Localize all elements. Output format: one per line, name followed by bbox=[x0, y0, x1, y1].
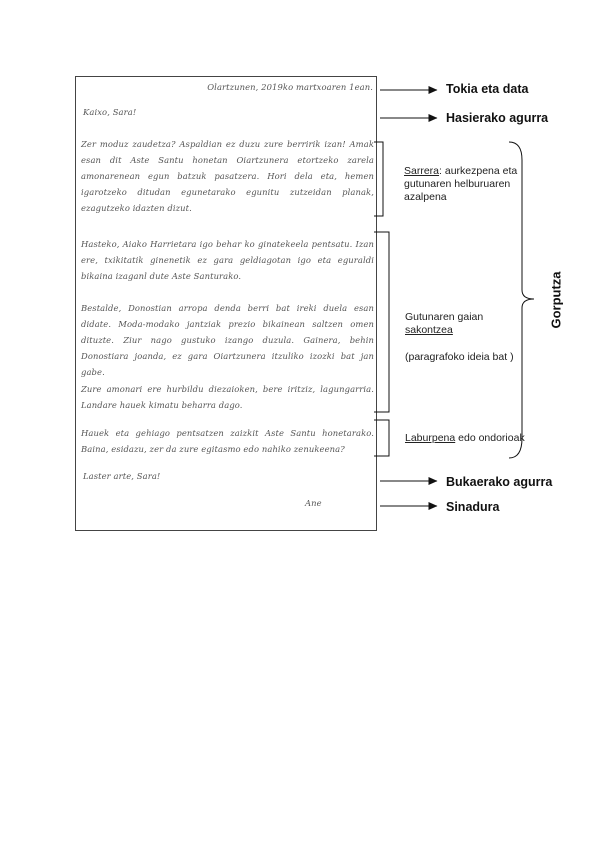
letter-body-paragraph-3: Zure amonari ere hurbildu diezaioken, bere iritziz, lagungarria. Landare hauek kimatu beharra dago. bbox=[81, 384, 374, 410]
label-place-date: Tokia eta data bbox=[446, 82, 529, 96]
label-opening-greeting: Hasierako agurra bbox=[446, 111, 549, 125]
letter-closing: Laster arte, Sara! bbox=[83, 471, 161, 481]
letter-intro-paragraph: Zer moduz zaudetza? Aspaldian ez duzu zure berririk izan! Amak esan dit Aste Santu honetan Oiartzunera etortzeko zarela amonarenean egun batzuk pasatzera. Hori dela eta, hemen igarotzeko ditudan egunetarako egunitu zutzeidan planak, ezagutzeko idazten dizut. bbox=[81, 139, 374, 213]
label-development-note: (paragrafoko ideia bat ) bbox=[405, 351, 514, 363]
label-body: Gorputza bbox=[548, 271, 564, 329]
label-signature: Sinadura bbox=[446, 500, 500, 514]
label-summary-desc: edo ondorioak bbox=[455, 432, 525, 444]
bracket-development bbox=[374, 232, 389, 412]
label-intro-term: Sarrera bbox=[404, 165, 440, 177]
label-development-line2: sakontzea bbox=[405, 324, 453, 336]
letter-body-paragraph-2: Bestalde, Donostian arropa denda berri bat ireki duela esan didate. Moda-modako jantziak prezio bikainean saltzen omen dituzte. Ziur nago gustuko izango duzula. Gainera, behin Donostiara joanda, ez gara Oiartzunera itzuliko izozki bat jan gabe. bbox=[81, 303, 374, 377]
label-summary-term: Laburpena bbox=[405, 432, 456, 444]
label-summary bbox=[405, 432, 525, 445]
letter-signature: Ane bbox=[305, 498, 322, 508]
letter-greeting: Kaixo, Sara! bbox=[83, 107, 137, 117]
label-intro-desc: : aurkezpena eta bbox=[439, 165, 518, 177]
label-intro-line3: azalpena bbox=[404, 191, 447, 203]
label-closing-greeting: Bukaerako agurra bbox=[446, 475, 553, 489]
label-intro-line2: gutunaren helburuaren bbox=[404, 178, 511, 190]
label-development bbox=[405, 311, 483, 337]
letter-conclusion-paragraph: Hauek eta gehiago pentsatzen zaizkit Aste Santu honetarako. Baina, esidazu, zer da zure egitasmo edo nahiko zenukeena? bbox=[81, 428, 374, 454]
bracket-summary bbox=[374, 420, 389, 456]
label-development-line1: Gutunaren gaian bbox=[405, 311, 484, 323]
letter-date: Olartzunen, 2019ko martxoaren 1ean. bbox=[207, 82, 373, 92]
letter-body-paragraph-1: Hasteko, Aiako Harrietara igo behar ko ginatekeela pentsatu. Izan ere, txikitatik ginenetik ez gara geldiagotan igo eta eguraldi bikaina izaganl dute Aste Santurako. bbox=[81, 239, 374, 281]
label-intro bbox=[404, 165, 517, 204]
bracket-intro bbox=[374, 142, 383, 216]
